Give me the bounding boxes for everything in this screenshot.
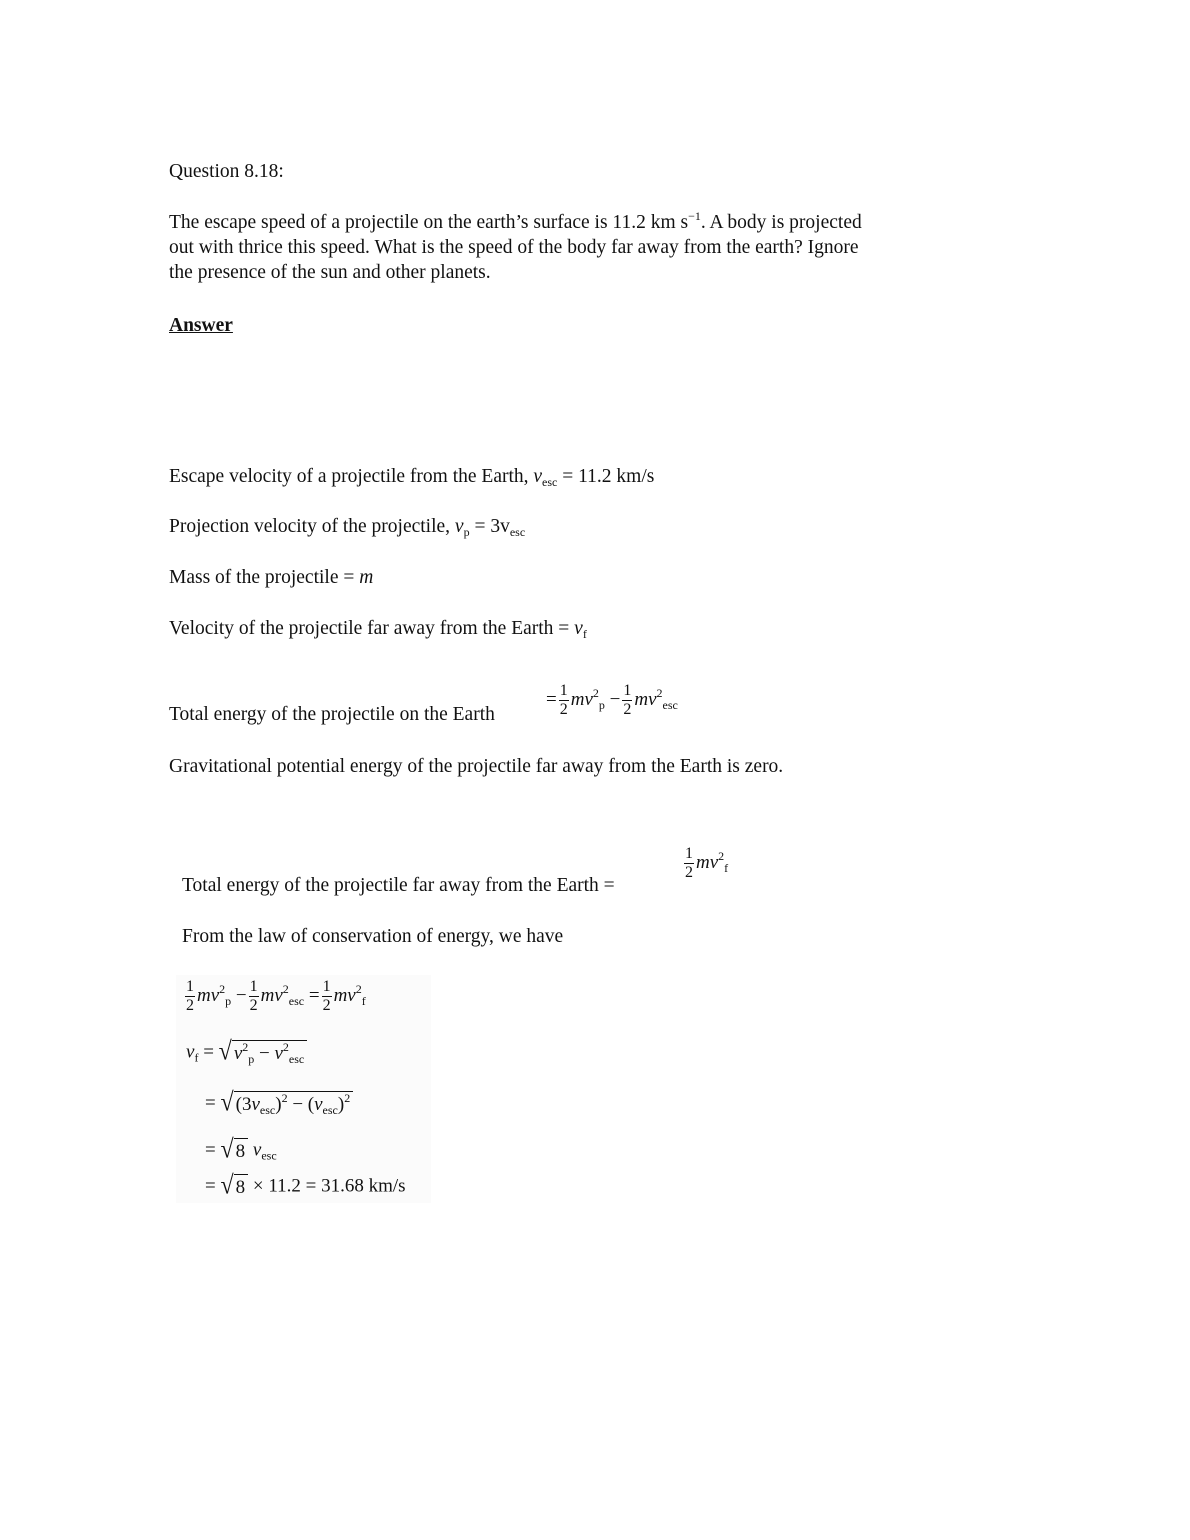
square-root: √ $v^2_p - v^2_{esc}$ xyxy=(219,1040,308,1066)
fraction-half: $\frac{1}{2}$ xyxy=(623,682,632,718)
question-line-2: out with thrice this speed. What is the speed of the body far away from the earth? Ignore xyxy=(169,237,859,258)
fraction-half: $\frac{1}{2}$ xyxy=(249,978,258,1014)
escape-velocity-line: Escape velocity of a projectile from the Earth, $v_{esc} = 11.2$ km/s xyxy=(169,466,655,489)
conservation-line: From the law of conservation of energy, we have xyxy=(182,926,564,947)
substitution-step: = √ $(3v_{esc})^2 - (v_{esc})^2$ xyxy=(205,1091,353,1117)
fraction-half: $\frac{1}{2}$ xyxy=(559,682,568,718)
question-title: Question 8.18: xyxy=(169,161,284,182)
potential-zero-line: Gravitational potential energy of the projectile far away from the Earth is zero. xyxy=(169,756,784,777)
total-energy-far-expression: $\frac{1}{2}$ $mv^2_f$ xyxy=(685,845,729,881)
far-velocity-line: Velocity of the projectile far away from the Earth = $v_f$ xyxy=(169,618,587,641)
question-line-1: The escape speed of a projectile on the earth’s surface is 11.2 km $s^{-1}$. A body is projected xyxy=(169,209,862,233)
mass-line: Mass of the projectile = m xyxy=(169,567,374,588)
square-root: √ 8 xyxy=(220,1174,248,1200)
simplified-step: = √ 8 $v_{esc}$ xyxy=(205,1135,277,1165)
answer-heading: Answer xyxy=(169,315,233,336)
fraction-half: $\frac{1}{2}$ xyxy=(685,845,693,881)
total-energy-earth-label: Total energy of the projectile on the Earth xyxy=(169,704,495,725)
question-line-3: the presence of the sun and other planets. xyxy=(169,262,491,283)
total-energy-earth-expression: = $\frac{1}{2}$ $mv^2_p$ − $\frac{1}{2}$ $mv^2_{esc}$ xyxy=(546,682,678,718)
conservation-equation: $\frac{1}{2}$ $mv^2_p$ − $\frac{1}{2}$ $mv^2_{esc}$ = $\frac{1}{2}$ $mv^2_f$ xyxy=(186,978,366,1014)
square-root: √ $(3v_{esc})^2 - (v_{esc})^2$ xyxy=(220,1091,353,1117)
final-result: = √ 8 × 11.2 = 31.68 km/s xyxy=(205,1171,406,1201)
projection-velocity-line: Projection velocity of the projectile, $v_p = 3v_{esc}$ xyxy=(169,516,526,539)
square-root: √ 8 xyxy=(220,1138,248,1164)
fraction-half: $\frac{1}{2}$ xyxy=(322,978,331,1014)
vf-equation: $v_f$ = √ $v^2_p - v^2_{esc}$ xyxy=(186,1040,307,1066)
fraction-half: $\frac{1}{2}$ xyxy=(186,978,194,1014)
total-energy-far-label: Total energy of the projectile far away from the Earth = xyxy=(182,875,615,896)
